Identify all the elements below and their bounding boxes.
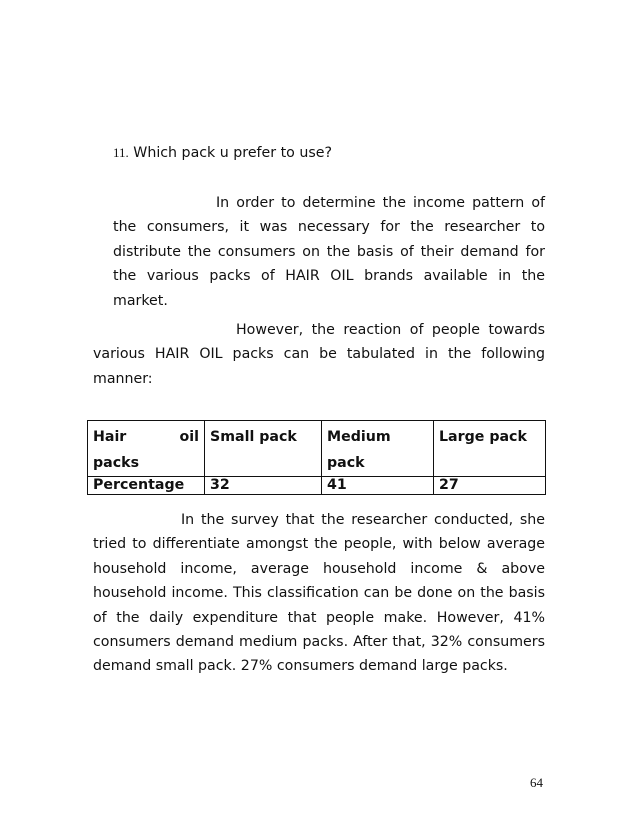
header-large-pack: Large pack (434, 421, 546, 477)
header-word-packs: packs (93, 455, 140, 471)
pack-preference-table (87, 420, 546, 495)
intro-paragraph: In order to determine the income pattern of the consumers, it was necessary for the researcher to distribute the consumers on the basis of their demand for the various packs of HAIR OIL brands available in the market. (113, 195, 545, 309)
value-small-pack: 32 (205, 477, 322, 495)
reaction-paragraph: However, the reaction of people towards various HAIR OIL packs can be tabulated in the following manner: (93, 322, 545, 387)
header-word-pack: pack (327, 455, 365, 471)
page-number: 64 (530, 775, 543, 790)
header-word-medium: Medium (327, 429, 391, 445)
survey-paragraph: In the survey that the researcher conducted, she tried to differentiate amongst the people, with below average household income, average household income & above household income. This classification can be done on the basis of the daily expenditure that people make. However, 41% consumers demand medium packs. After that, 32% consumers demand small pack. 27% consumers demand large packs. (93, 512, 545, 675)
value-medium-pack: 41 (322, 477, 434, 495)
question-text: Which pack u prefer to use? (133, 145, 333, 161)
question-number: 11. (113, 145, 129, 160)
table-row (88, 477, 546, 495)
header-hair-oil-packs (88, 421, 205, 477)
table-header-row (88, 421, 546, 477)
header-medium-pack (322, 421, 434, 477)
header-small-pack: Small pack (205, 421, 322, 477)
header-word-hair: Hair (93, 429, 127, 445)
value-large-pack: 27 (434, 477, 546, 495)
question-line (113, 145, 332, 161)
header-word-oil: oil (179, 429, 199, 445)
row-label-percentage: Percentage (88, 477, 205, 495)
